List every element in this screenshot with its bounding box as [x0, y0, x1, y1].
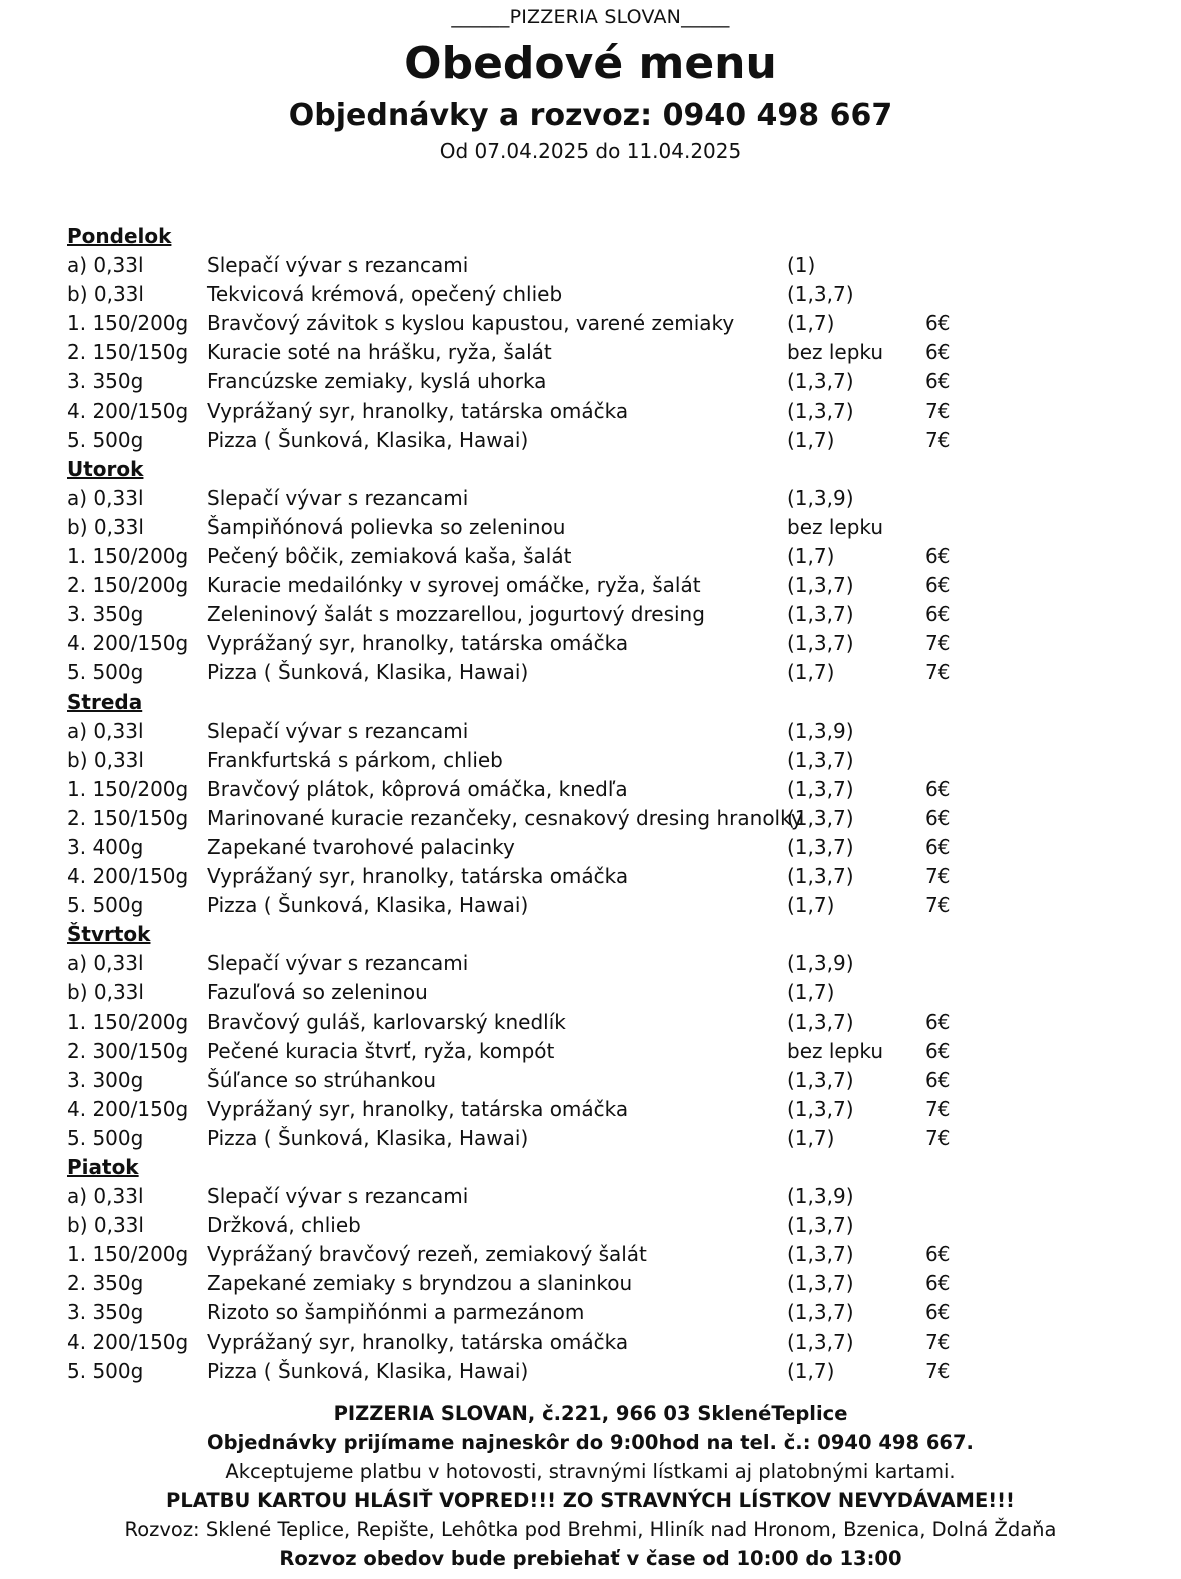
item-size: 1. 150/200g — [67, 776, 189, 801]
menu-item — [67, 280, 1147, 309]
menu-item — [67, 1298, 1147, 1327]
item-allergens: (1,3,7) — [787, 1329, 854, 1354]
item-size: a) 0,33l — [67, 951, 144, 976]
item-size: 4. 200/150g — [67, 631, 189, 656]
item-price: 6€ — [925, 1009, 951, 1034]
item-price: 6€ — [925, 340, 951, 365]
menu-item — [67, 426, 1147, 455]
item-price: 6€ — [925, 1271, 951, 1296]
item-name: Fazuľová so zeleninou — [207, 980, 428, 1005]
item-size: a) 0,33l — [67, 1184, 144, 1209]
item-size: 1. 150/200g — [67, 1242, 189, 1267]
item-allergens: (1,3,7) — [787, 1096, 854, 1121]
item-name: Zapekané zemiaky s bryndzou a slaninkou — [207, 1271, 633, 1296]
item-size: 2. 150/150g — [67, 340, 189, 365]
item-name: Kuracie medailónky v syrovej omáčke, ryža, šalát — [207, 573, 701, 598]
item-allergens: (1,7) — [787, 311, 835, 336]
item-allergens: (1,3,7) — [787, 1271, 854, 1296]
item-name: Bravčový závitok s kyslou kapustou, varené zemiaky — [207, 311, 735, 336]
item-size: 2. 300/150g — [67, 1038, 189, 1063]
item-size: a) 0,33l — [67, 485, 144, 510]
item-price: 6€ — [925, 602, 951, 627]
date-range: Od 07.04.2025 do 11.04.2025 — [439, 139, 742, 163]
footer-payment: Akceptujeme platbu v hotovosti, stravnými lístkami aj platobnými kartami. — [225, 1460, 956, 1483]
menu-item — [67, 658, 1147, 687]
item-price: 7€ — [925, 660, 951, 685]
item-name: Francúzske zemiaky, kyslá uhorka — [207, 369, 547, 394]
item-allergens: (1,3,7) — [787, 369, 854, 394]
menu-item — [67, 1182, 1147, 1211]
item-size: 3. 400g — [67, 834, 144, 859]
menu-item — [67, 397, 1147, 426]
item-price: 6€ — [925, 311, 951, 336]
item-price: 6€ — [925, 1067, 951, 1092]
item-allergens: (1,7) — [787, 980, 835, 1005]
menu-item — [67, 338, 1147, 367]
item-price: 6€ — [925, 776, 951, 801]
item-price: 6€ — [925, 573, 951, 598]
item-allergens: (1,3,9) — [787, 1184, 854, 1209]
item-allergens: (1,7) — [787, 1125, 835, 1150]
menu-item — [67, 513, 1147, 542]
item-allergens: (1,3,7) — [787, 1213, 854, 1238]
item-size: b) 0,33l — [67, 514, 144, 539]
day-section — [67, 688, 1147, 921]
item-allergens: (1,3,7) — [787, 747, 854, 772]
day-section — [67, 1153, 1147, 1386]
day-heading: Štvrtok — [67, 922, 151, 947]
item-name: Tekvicová krémová, opečený chlieb — [207, 282, 563, 307]
item-size: a) 0,33l — [67, 718, 144, 743]
item-allergens: (1,3,7) — [787, 282, 854, 307]
footer-delivery-time: Rozvoz obedov bude prebiehať v čase od 10:00 do 13:00 — [279, 1547, 902, 1570]
item-allergens: (1,7) — [787, 660, 835, 685]
item-name: Vyprážaný bravčový rezeň, zemiakový šalát — [207, 1242, 647, 1267]
item-name: Pečený bôčik, zemiaková kaša, šalát — [207, 544, 572, 569]
item-price: 7€ — [925, 864, 951, 889]
menu-item — [67, 1095, 1147, 1124]
item-name: Bravčový guláš, karlovarský knedlík — [207, 1009, 566, 1034]
item-size: 5. 500g — [67, 893, 144, 918]
item-price: 7€ — [925, 631, 951, 656]
item-size: 5. 500g — [67, 660, 144, 685]
item-size: 5. 500g — [67, 1358, 144, 1383]
item-name: Vyprážaný syr, hranolky, tatárska omáčka — [207, 1096, 629, 1121]
item-allergens: (1,3,9) — [787, 951, 854, 976]
item-allergens: (1,3,7) — [787, 631, 854, 656]
footer-address: PIZZERIA SLOVAN, č.221, 966 03 SklenéTeplice — [333, 1402, 848, 1425]
item-allergens: (1,3,9) — [787, 485, 854, 510]
item-allergens: (1,3,7) — [787, 1300, 854, 1325]
item-price: 6€ — [925, 805, 951, 830]
item-name: Pizza ( Šunková, Klasika, Hawai) — [207, 1358, 529, 1383]
item-name: Zeleninový šalát s mozzarellou, jogurtový dresing — [207, 602, 705, 627]
item-size: b) 0,33l — [67, 747, 144, 772]
item-size: 4. 200/150g — [67, 1096, 189, 1121]
item-name: Zapekané tvarohové palacinky — [207, 834, 515, 859]
menu-item — [67, 804, 1147, 833]
day-section — [67, 222, 1147, 455]
item-price: 6€ — [925, 369, 951, 394]
menu-item — [67, 367, 1147, 396]
item-name: Bravčový plátok, kôprová omáčka, knedľa — [207, 776, 628, 801]
item-allergens: (1,3,9) — [787, 718, 854, 743]
item-price: 7€ — [925, 1358, 951, 1383]
item-allergens: (1,3,7) — [787, 398, 854, 423]
item-name: Šampiňónová polievka so zeleninou — [207, 514, 566, 539]
item-name: Slepačí vývar s rezancami — [207, 951, 469, 976]
menu-item — [67, 629, 1147, 658]
menu-item — [67, 717, 1147, 746]
item-name: Pečené kuracia štvrť, ryža, kompót — [207, 1038, 555, 1063]
item-price: 7€ — [925, 1096, 951, 1121]
item-size: 4. 200/150g — [67, 1329, 189, 1354]
item-name: Držková, chlieb — [207, 1213, 361, 1238]
item-allergens: (1,3,7) — [787, 1242, 854, 1267]
item-size: 4. 200/150g — [67, 864, 189, 889]
item-allergens: (1,7) — [787, 544, 835, 569]
item-price: 7€ — [925, 1329, 951, 1354]
menu-item — [67, 251, 1147, 280]
day-section — [67, 455, 1147, 688]
menu-item — [67, 775, 1147, 804]
menu-item — [67, 484, 1147, 513]
restaurant-name-line: ______PIZZERIA SLOVAN_____ — [451, 6, 730, 28]
item-name: Slepačí vývar s rezancami — [207, 718, 469, 743]
item-allergens: (1,7) — [787, 427, 835, 452]
item-name: Vyprážaný syr, hranolky, tatárska omáčka — [207, 398, 629, 423]
item-price: 7€ — [925, 893, 951, 918]
footer — [0, 1399, 1181, 1573]
menu-item — [67, 309, 1147, 338]
item-size: b) 0,33l — [67, 1213, 144, 1238]
item-name: Kuracie soté na hrášku, ryža, šalát — [207, 340, 552, 365]
menu-item — [67, 978, 1147, 1007]
item-size: b) 0,33l — [67, 282, 144, 307]
item-price: 6€ — [925, 1242, 951, 1267]
item-name: Vyprážaný syr, hranolky, tatárska omáčka — [207, 864, 629, 889]
item-allergens: (1,3,7) — [787, 573, 854, 598]
day-heading: Streda — [67, 689, 143, 714]
item-size: 3. 300g — [67, 1067, 144, 1092]
item-allergens: bez lepku — [787, 340, 884, 365]
item-size: 2. 150/200g — [67, 573, 189, 598]
item-price: 6€ — [925, 1300, 951, 1325]
day-section — [67, 920, 1147, 1153]
menu-item — [67, 571, 1147, 600]
item-name: Slepačí vývar s rezancami — [207, 253, 469, 278]
menu-item — [67, 1008, 1147, 1037]
item-size: 1. 150/200g — [67, 1009, 189, 1034]
item-size: 3. 350g — [67, 602, 144, 627]
item-name: Pizza ( Šunková, Klasika, Hawai) — [207, 893, 529, 918]
item-allergens: (1,3,7) — [787, 602, 854, 627]
item-size: a) 0,33l — [67, 253, 144, 278]
menu-item — [67, 1066, 1147, 1095]
item-name: Pizza ( Šunková, Klasika, Hawai) — [207, 660, 529, 685]
menu-item — [67, 1357, 1147, 1386]
item-allergens: (1,3,7) — [787, 1009, 854, 1034]
item-name: Vyprážaný syr, hranolky, tatárska omáčka — [207, 631, 629, 656]
item-allergens: (1,7) — [787, 1358, 835, 1383]
page-title: Obedové menu — [404, 38, 777, 89]
item-size: 3. 350g — [67, 1300, 144, 1325]
item-allergens: (1,7) — [787, 893, 835, 918]
item-allergens: bez lepku — [787, 514, 884, 539]
footer-delivery-area: Rozvoz: Sklené Teplice, Repište, Lehôtka pod Brehmi, Hliník nad Hronom, Bzenica, Dolná Ždaňa — [124, 1518, 1057, 1541]
item-name: Slepačí vývar s rezancami — [207, 1184, 469, 1209]
menu-item — [67, 542, 1147, 571]
menu-item — [67, 1211, 1147, 1240]
item-name: Vyprážaný syr, hranolky, tatárska omáčka — [207, 1329, 629, 1354]
item-price: 7€ — [925, 398, 951, 423]
day-heading: Pondelok — [67, 224, 172, 248]
item-size: 1. 150/200g — [67, 544, 189, 569]
item-size: 3. 350g — [67, 369, 144, 394]
item-allergens: (1) — [787, 253, 816, 278]
menu-item — [67, 1240, 1147, 1269]
menu-item — [67, 746, 1147, 775]
item-name: Frankfurtská s párkom, chlieb — [207, 747, 503, 772]
item-allergens: (1,3,7) — [787, 1067, 854, 1092]
item-allergens: bez lepku — [787, 1038, 884, 1063]
item-allergens: (1,3,7) — [787, 805, 854, 830]
item-name: Rizoto so šampiňónmi a parmezánom — [207, 1300, 585, 1325]
menu-item — [67, 600, 1147, 629]
item-price: 6€ — [925, 834, 951, 859]
orders-phone: Objednávky a rozvoz: 0940 498 667 — [288, 98, 893, 133]
footer-card-notice: PLATBU KARTOU HLÁSIŤ VOPRED!!! ZO STRAVNÝCH LÍSTKOV NEVYDÁVAME!!! — [166, 1489, 1015, 1512]
menu-item — [67, 833, 1147, 862]
item-name: Slepačí vývar s rezancami — [207, 485, 469, 510]
item-allergens: (1,3,7) — [787, 864, 854, 889]
item-size: 4. 200/150g — [67, 398, 189, 423]
item-name: Marinované kuracie rezančeky, cesnakový dresing hranolky — [207, 805, 803, 830]
item-price: 6€ — [925, 1038, 951, 1063]
item-size: 2. 350g — [67, 1271, 144, 1296]
item-name: Pizza ( Šunková, Klasika, Hawai) — [207, 1125, 529, 1150]
item-size: 1. 150/200g — [67, 311, 189, 336]
item-size: 5. 500g — [67, 1125, 144, 1150]
item-price: 6€ — [925, 544, 951, 569]
menu-item — [67, 891, 1147, 920]
menu-item — [67, 949, 1147, 978]
item-size: 2. 150/150g — [67, 805, 189, 830]
item-name: Pizza ( Šunková, Klasika, Hawai) — [207, 427, 529, 452]
menu-item — [67, 1269, 1147, 1298]
weekly-menu — [67, 222, 1147, 1386]
item-price: 7€ — [925, 427, 951, 452]
menu-item — [67, 1328, 1147, 1357]
day-heading: Piatok — [67, 1155, 139, 1179]
item-allergens: (1,3,7) — [787, 834, 854, 859]
menu-item — [67, 1124, 1147, 1153]
menu-item — [67, 862, 1147, 891]
item-size: 5. 500g — [67, 427, 144, 452]
item-price: 7€ — [925, 1125, 951, 1150]
day-heading: Utorok — [67, 456, 144, 481]
footer-order-deadline: Objednávky prijímame najneskôr do 9:00hod na tel. č.: 0940 498 667. — [207, 1431, 974, 1454]
item-allergens: (1,3,7) — [787, 776, 854, 801]
item-size: b) 0,33l — [67, 980, 144, 1005]
item-name: Šúľance so strúhankou — [207, 1067, 437, 1092]
menu-item — [67, 1037, 1147, 1066]
